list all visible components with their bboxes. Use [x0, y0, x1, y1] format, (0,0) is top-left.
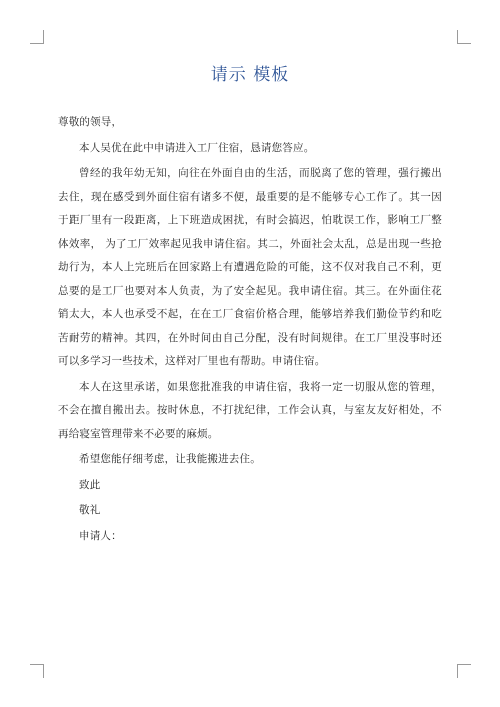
- closing-line-2: 敬礼: [79, 504, 101, 516]
- paragraph-promise: 本人在这里承诺，如果您批准我的申请住宿，我将一定一切服从您的管理，不会在擅自搬出去。按时休息，不打扰纪律，工作会认真，与室友友好相处，不再给寝室管理带来不必要的麻烦。: [58, 380, 442, 440]
- signature-label: 申请人：: [79, 529, 122, 542]
- paragraph-hope: 希望您能仔细考虑，让我能搬进去住。: [79, 453, 261, 465]
- closing-line-1: 致此: [79, 478, 101, 491]
- crop-mark-bottom-left: [30, 664, 44, 678]
- salutation: 尊敬的领导，: [58, 116, 123, 128]
- paragraph-reasons: 曾经的我年幼无知，向往在外面自由的生活，而脱离了您的管理，强行搬出去住，现在感受到外面住宿有诸多不便，最重要的是不能够专心工作了。其一因于距厂里有一段距离，上下班造成困扰，有时会搞迟，怕耽误工作，影响工厂整体效率， 为了工厂效率起见我申请住宿。其二，外面社会太乱，总是出现一些抢劫行为，本人上完班后在回家路上有遭遇危险的可能，这不仅对我自己不利，更总要的是工厂也要对本人负责，为了安全起见。我申请住宿。其三。在外面住花销太大，本人也承受不起，在在工厂食宿价格合理，能够培养我们勤俭节约和吃苦耐劳的精神。其四，在外时间由自己分配，没有时间规律。在工厂里没事时还可以多学习一些技术，这样对厂里也有帮助。申请住宿。: [58, 167, 442, 367]
- crop-mark-top-right: [457, 30, 471, 44]
- crop-mark-bottom-right: [457, 664, 471, 678]
- crop-mark-top-left: [30, 30, 44, 44]
- document-title: 请示 模板: [210, 65, 290, 85]
- paragraph-request: 本人吴优在此中申请进入工厂住宿，恳请您答应。: [79, 141, 315, 154]
- document-body: [58, 111, 442, 548]
